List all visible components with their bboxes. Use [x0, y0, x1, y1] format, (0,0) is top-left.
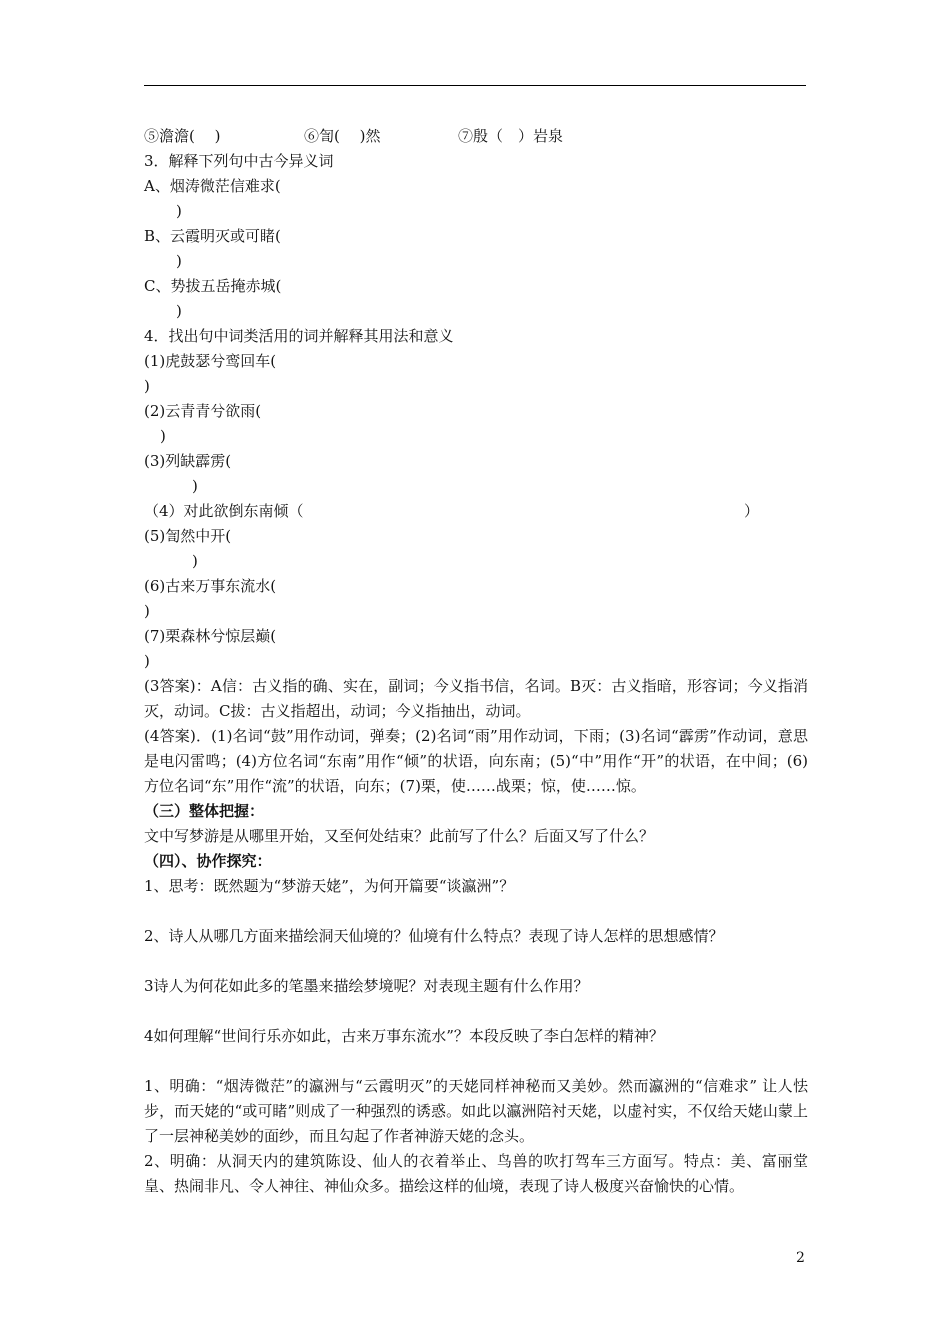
q4-item-4	[144, 499, 808, 524]
q4-item-2: (2)云青青兮欲雨(	[144, 402, 262, 420]
section-4-heading: （四）、协作探究：	[144, 852, 272, 870]
blank-item-7: ⑦殷（ ）岩泉	[458, 127, 564, 145]
section-4-question-1: 1、思考：既然题为“梦游天姥”，为何开篇要“谈瀛洲”？	[144, 877, 515, 895]
q4-item-7: (7)栗森林兮惊层巅(	[144, 627, 277, 645]
blank-item-5: ⑤澹澹( )	[144, 127, 221, 145]
q3-item-a-close: )	[176, 202, 182, 220]
answer-3: (3答案)：A信：古义指的确、实在，副词；今义指书信，名词。B灭：古义指暗，形容词；今义指消灭，动词。C拔：古义指超出，动词；今义指抽出，动词。	[144, 677, 808, 720]
section-4-question-3: 3诗人为何花如此多的笔墨来描绘梦境呢？对表现主题有什么作用？	[144, 977, 589, 995]
q4-item-4-close: ）	[744, 502, 760, 520]
section-3-text: 文中写梦游是从哪里开始，又至何处结束？此前写了什么？后面又写了什么？	[144, 827, 655, 845]
answer-explanation-2: 2、明确：从洞天内的建筑陈设、仙人的衣着举止、鸟兽的吹打驾车三方面写。特点：美、富丽堂皇、热闹非凡、令人神往、神仙众多。描绘这样的仙境，表现了诗人极度兴奋愉快的心情。	[144, 1152, 808, 1195]
blank-items-row	[144, 124, 808, 149]
q4-item-7-close: )	[144, 652, 150, 670]
q3-item-c-close: )	[176, 302, 182, 320]
q4-item-6-close: )	[144, 602, 150, 620]
page-number: 2	[796, 1250, 805, 1266]
q3-item-c: C、势拔五岳掩赤城(	[144, 277, 282, 295]
q4-title: 4．找出句中词类活用的词并解释其用法和意义	[144, 327, 454, 345]
blank-item-6: ⑥訇( )然	[304, 127, 381, 145]
q4-item-3: (3)列缺霹雳(	[144, 452, 232, 470]
q4-item-2-close: )	[160, 427, 166, 445]
section-3-heading: （三）整体把握：	[144, 802, 265, 820]
page-body	[144, 124, 808, 1199]
q4-item-4-text: （4）对此欲倒东南倾（	[144, 502, 304, 520]
q3-item-a: A、烟涛微茫信难求(	[144, 177, 281, 195]
section-4-question-2: 2、诗人从哪几方面来描绘洞天仙境的？仙境有什么特点？表现了诗人怎样的思想感情？	[144, 927, 724, 945]
q4-item-3-close: )	[192, 477, 198, 495]
header-rule	[144, 85, 806, 86]
q4-item-1-close: )	[144, 377, 150, 395]
q4-item-6: (6)古来万事东流水(	[144, 577, 277, 595]
q3-title: 3．解释下列句中古今异义词	[144, 152, 334, 170]
answer-explanation-1: 1、明确：“烟涛微茫”的瀛洲与“云霞明灭”的天姥同样神秘而又美妙。然而瀛洲的“信难求” 让人怯步，而天姥的“或可睹”则成了一种强烈的诱惑。如此以瀛洲陪衬天姥，以虚衬实，不仅给天姥山蒙上了一层神秘美妙的面纱，而且勾起了作者神游天姥的念头。	[144, 1077, 808, 1145]
section-4-question-4: 4如何理解“世间行乐亦如此，古来万事东流水”？本段反映了李白怎样的精神？	[144, 1027, 664, 1045]
q4-item-1: (1)虎鼓瑟兮鸾回车(	[144, 352, 277, 370]
q3-item-b-close: )	[176, 252, 182, 270]
q4-item-5-close: )	[192, 552, 198, 570]
q3-item-b: B、云霞明灭或可睹(	[144, 227, 281, 245]
q4-item-5: (5)訇然中开(	[144, 527, 232, 545]
answer-4: (4答案)．(1)名词“鼓”用作动词，弹奏；(2)名词“雨”用作动词，下雨；(3)名词“霹雳”作动词，意思是电闪雷鸣；(4)方位名词“东南”用作“倾”的状语，向东南；(5)“中”用作“开”的状语，在中间；(6)方位名词“东”用作“流”的状语，向东；(7)栗，使……战栗；惊，使……惊。	[144, 727, 808, 795]
